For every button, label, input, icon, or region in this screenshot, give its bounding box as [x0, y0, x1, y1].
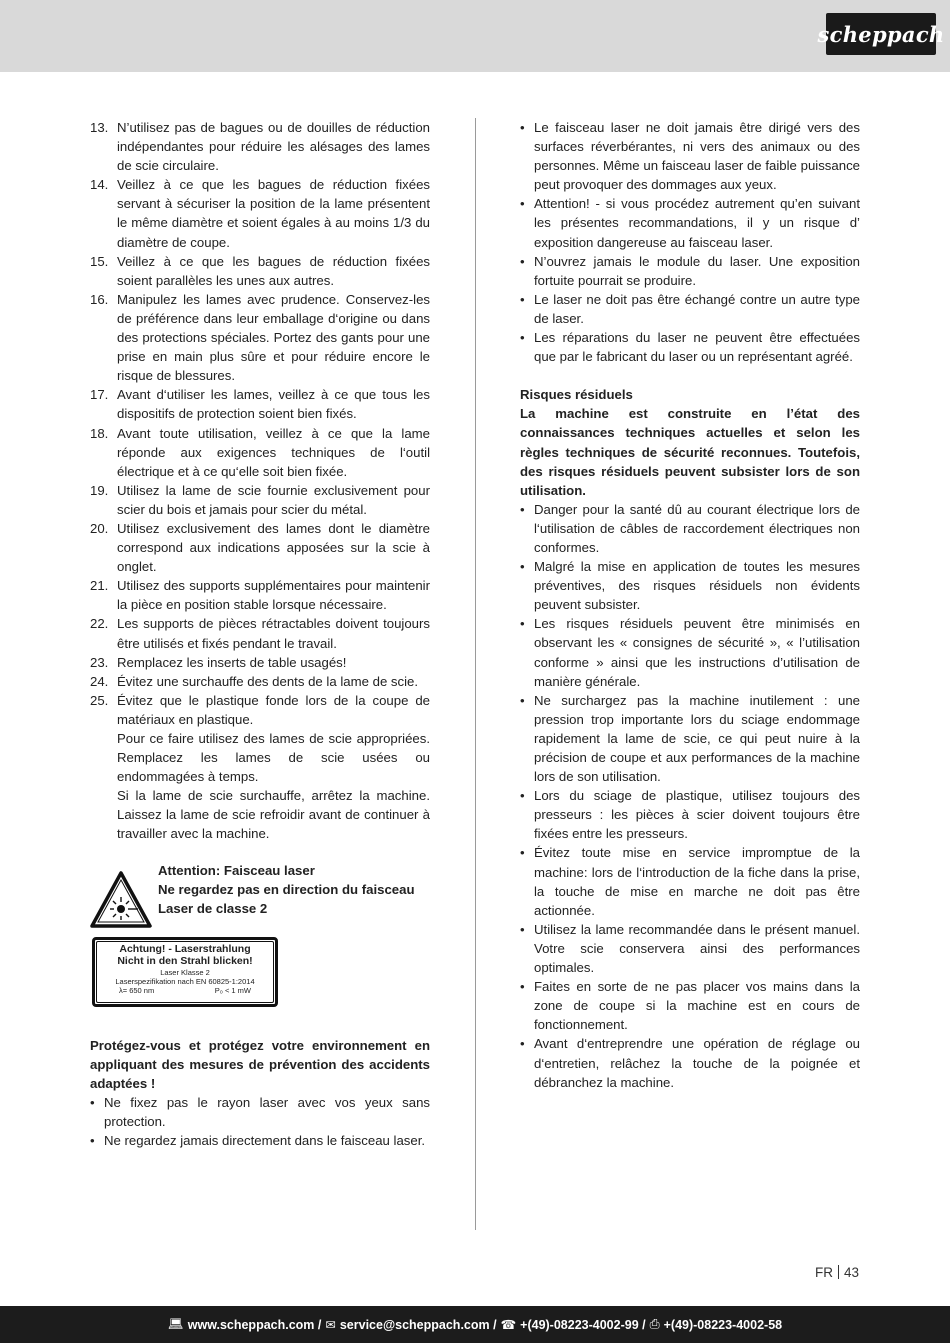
bullet-marker: •	[520, 979, 525, 995]
bullet-item	[520, 920, 860, 977]
right-column	[520, 118, 860, 1092]
bullet-text: Danger pour la santé dû au courant électrique lors de l‘utilisation de câbles de raccordement électriques non conformes.	[534, 501, 860, 555]
bullet-text: Malgré la mise en application de toutes les mesures préventives, des risques résiduels non évidents peuvent subsister.	[534, 559, 860, 613]
phone-icon: ☎	[500, 1318, 517, 1332]
footer-fax: +(49)-08223-4002-58	[663, 1317, 783, 1332]
bullet-marker: •	[520, 120, 525, 135]
list-item-text: Manipulez les lames avec prudence. Conservez-les de préférence dans leur emballage d‘origine ou dans des protections spéciales. Portez des gants pour une prise en main plus sûre et pour réduire encore le risque de blessures.	[117, 291, 430, 384]
laser-headings	[158, 861, 430, 918]
bullet-text: Attention! - si vous procédez autrement qu’en suivant les présentes recommandations, il y un risque d’ exposition dangereuse au faisceau laser.	[534, 196, 860, 250]
label-line-2: Nicht in den Strahl blicken!	[117, 955, 253, 968]
list-item-number: 19.	[90, 482, 109, 498]
list-item-text: Remplacez les inserts de table usagés!	[117, 654, 347, 670]
bullet-text: Lors du sciage de plastique, utilisez toujours des presseurs : les pièces à scier doivent toujours être fixées entre les presseurs.	[534, 788, 860, 842]
residual-heading: Risques résiduels	[520, 387, 633, 403]
bullet-item	[520, 786, 860, 843]
bullet-marker: •	[520, 1036, 525, 1052]
protect-bullets	[90, 1093, 430, 1150]
list-item-text: Utilisez exclusivement des lames dont le diamètre correspond aux indications apposées sur la scie à onglet.	[117, 520, 430, 575]
protect-heading: Protégez-vous et protégez votre environnement en appliquant des mesures de prévention des accidents adaptées !	[90, 1037, 430, 1091]
column-divider	[475, 118, 476, 1230]
list-item-text: Utilisez des supports supplémentaires pour maintenir la pièce en position stable lorsque nécessaire.	[117, 578, 430, 613]
bullet-marker: •	[520, 291, 525, 307]
list-item-number: 20.	[90, 520, 109, 536]
bullet-marker: •	[520, 788, 525, 804]
bullet-text: Ne surchargez pas la machine inutilement : une pression trop importante lors du sciage endommage rapidement la lame de scie, ce qui peut nuire à la précision de coupe et aux performances de la machine lors de son utilisation.	[534, 692, 860, 785]
label-line-3: Laser Klasse 2	[160, 967, 210, 977]
item25-continuation-1: Pour ce faire utilisez des lames de scie appropriées. Remplacez les lames de scie usées ou endommagées à temps.	[117, 731, 430, 785]
label-line-4: Laserspezifikation nach EN 60825-1:2014	[115, 976, 255, 986]
list-item-number: 23.	[90, 654, 109, 670]
bullet-text: Ne fixez pas le rayon laser avec vos yeux sans protection.	[104, 1094, 430, 1129]
bullet-marker: •	[520, 559, 525, 575]
list-item-number: 16.	[90, 291, 109, 307]
list-item-text: N’utilisez pas de bagues ou de douilles de réduction indépendantes pour réduire les alésages des lames de scie circulaire.	[117, 120, 430, 174]
page-lang: FR	[814, 1265, 833, 1280]
label-line-1: Achtung! - Laserstrahlung	[119, 942, 251, 955]
item25-continuation-2: Si la lame de scie surchauffe, arrêtez la machine. Laissez la lame de scie refroidir avant de continuer à travailler avec la machine.	[117, 788, 430, 842]
bullet-item	[520, 557, 860, 614]
page-index: 43	[843, 1265, 859, 1280]
brand-logo	[817, 13, 945, 55]
bullet-item	[520, 118, 860, 194]
bullet-marker: •	[520, 501, 525, 517]
bullet-text: N’ouvrez jamais le module du laser. Une exposition fortuite pourrait se produire.	[534, 253, 860, 288]
list-item-text: Utilisez la lame de scie fournie exclusivement pour scier du bois et jamais pour scier du métal.	[117, 482, 430, 517]
list-item	[90, 691, 430, 729]
list-item	[90, 481, 430, 519]
header-band	[0, 0, 950, 72]
bullet-item	[520, 500, 860, 557]
bullet-text: Les risques résiduels peuvent être minimisés en observant les « consignes de sécurité », « l’utilisation conforme » ainsi que les instructions d’utilisation de manière générale.	[534, 616, 860, 689]
list-item-number: 17.	[90, 387, 109, 403]
bullet-item	[520, 614, 860, 690]
bullet-text: Le laser ne doit pas être échangé contre un autre type de laser.	[534, 291, 860, 326]
laser-heading-1: Attention: Faisceau laser	[158, 862, 315, 878]
list-item-number: 15.	[90, 253, 109, 269]
fax-icon: ⎙	[649, 1317, 660, 1331]
laser-heading-3: Laser de classe 2	[158, 900, 268, 916]
bullet-marker: •	[520, 196, 525, 212]
list-item-number: 22.	[90, 616, 109, 632]
bullet-text: Le faisceau laser ne doit jamais être dirigé vers des surfaces réverbérantes, ni vers des animaux ou des personnes. Même un faisceau laser de faible puissance peut provoquer des dommages aux yeux.	[534, 120, 860, 193]
list-item-number: 25.	[90, 692, 109, 708]
bullet-item	[90, 1093, 430, 1131]
bullet-marker: •	[90, 1133, 95, 1149]
list-item	[90, 252, 430, 290]
bullet-marker: •	[520, 253, 525, 269]
residual-bullets	[520, 500, 860, 1092]
bullet-item	[520, 843, 860, 919]
list-item-text: Évitez une surchauffe des dents de la lame de scie.	[117, 673, 419, 689]
list-item	[90, 672, 430, 691]
list-item-number: 14.	[90, 177, 109, 193]
laser-warning-icon	[90, 871, 152, 929]
bullet-text: Ne regardez jamais directement dans le faisceau laser.	[104, 1133, 426, 1149]
bullet-item	[520, 194, 860, 251]
bullet-text: Avant d‘entreprendre une opération de réglage ou d‘entretien, relâchez la touche de la poignée et débranchez la machine.	[534, 1036, 860, 1090]
laser-warning-block	[90, 861, 430, 1033]
bullet-marker: •	[520, 330, 525, 346]
footer-bar	[0, 1306, 950, 1343]
footer-phone: +(49)-08223-4002-99 /	[520, 1317, 646, 1332]
laser-class-label	[92, 937, 278, 1007]
list-item	[90, 576, 430, 614]
list-item	[90, 519, 430, 576]
bullet-text: Faites en sorte de ne pas placer vos mains dans la zone de coupe si la machine est en cours de fonctionnement.	[534, 979, 860, 1033]
computer-icon: 💻︎	[167, 1317, 184, 1331]
bullet-item	[520, 252, 860, 290]
list-item-text: Les supports de pièces rétractables doivent toujours être utilisés et fixés pendant le travail.	[117, 616, 430, 651]
list-item-text: Avant d‘utiliser les lames, veillez à ce que tous les dispositifs de protection soient bien fixés.	[117, 387, 430, 422]
label-spec-row	[99, 986, 271, 995]
list-item	[90, 290, 430, 385]
footer-web[interactable]: www.scheppach.com /	[187, 1317, 322, 1332]
footer-mail[interactable]: service@scheppach.com /	[339, 1317, 497, 1332]
page-number	[815, 1265, 859, 1280]
list-item-text: Veillez à ce que les bagues de réduction fixées servant à sécuriser la position de la lame présentent le même diamètre et soient égales à au moins 1/3 du diamètre de coupe.	[117, 177, 430, 250]
list-item-number: 24.	[90, 673, 109, 689]
list-item-number: 13.	[90, 120, 109, 135]
list-item-text: Veillez à ce que les bagues de réduction fixées soient parallèles les unes aux autres.	[117, 253, 430, 288]
residual-intro: La machine est construite en l’état des connaissances techniques actuelles et selon les règles techniques de sécurité reconnues. Toutefois, des risques résiduels peuvent subsister lors de son utilisation.	[520, 406, 860, 498]
bullet-text: Les réparations du laser ne peuvent être effectuées que par le fabricant du laser ou un représentant agréé.	[534, 330, 860, 365]
bullet-item	[520, 691, 860, 786]
label-power: P₀ < 1 mW	[214, 985, 251, 995]
list-item	[90, 118, 430, 175]
list-item-text: Évitez que le plastique fonde lors de la coupe de matériaux en plastique.	[117, 692, 430, 727]
bullet-marker: •	[520, 921, 525, 937]
list-item	[90, 175, 430, 251]
laser-heading-2: Ne regardez pas en direction du faisceau	[158, 881, 415, 897]
laser-bullets	[520, 118, 860, 366]
list-item	[90, 653, 430, 672]
list-item	[90, 614, 430, 652]
label-wavelength: λ= 650 nm	[119, 985, 155, 995]
bullet-text: Utilisez la lame recommandée dans le présent manuel. Votre scie conservera ainsi des performances optimales.	[534, 921, 860, 976]
bullet-item	[520, 1034, 860, 1091]
list-item-number: 21.	[90, 578, 109, 594]
bullet-item	[520, 977, 860, 1034]
left-column	[90, 118, 430, 1150]
bullet-marker: •	[90, 1094, 95, 1110]
bullet-item	[520, 290, 860, 328]
brand-name: scheppach	[817, 21, 945, 47]
bullet-marker: •	[520, 692, 525, 708]
list-item-text: Avant toute utilisation, veillez à ce que la lame réponde aux exigences techniques de l‘outil électrique et à ce qu‘elle soit bien fixée.	[117, 425, 430, 479]
bullet-marker: •	[520, 845, 525, 861]
bullet-item	[520, 328, 860, 366]
bullet-marker: •	[520, 616, 525, 632]
list-item	[90, 424, 430, 481]
mail-icon: ✉	[325, 1318, 336, 1332]
numbered-list	[90, 118, 430, 729]
bullet-item	[90, 1131, 430, 1150]
list-item-number: 18.	[90, 425, 109, 441]
bullet-text: Évitez toute mise en service impromptue de la machine: lors de l‘introduction de la fiche dans la prise, la touche de mise en marche ne doit pas être actionnée.	[534, 845, 860, 918]
page-separator	[838, 1265, 839, 1279]
list-item	[90, 385, 430, 423]
